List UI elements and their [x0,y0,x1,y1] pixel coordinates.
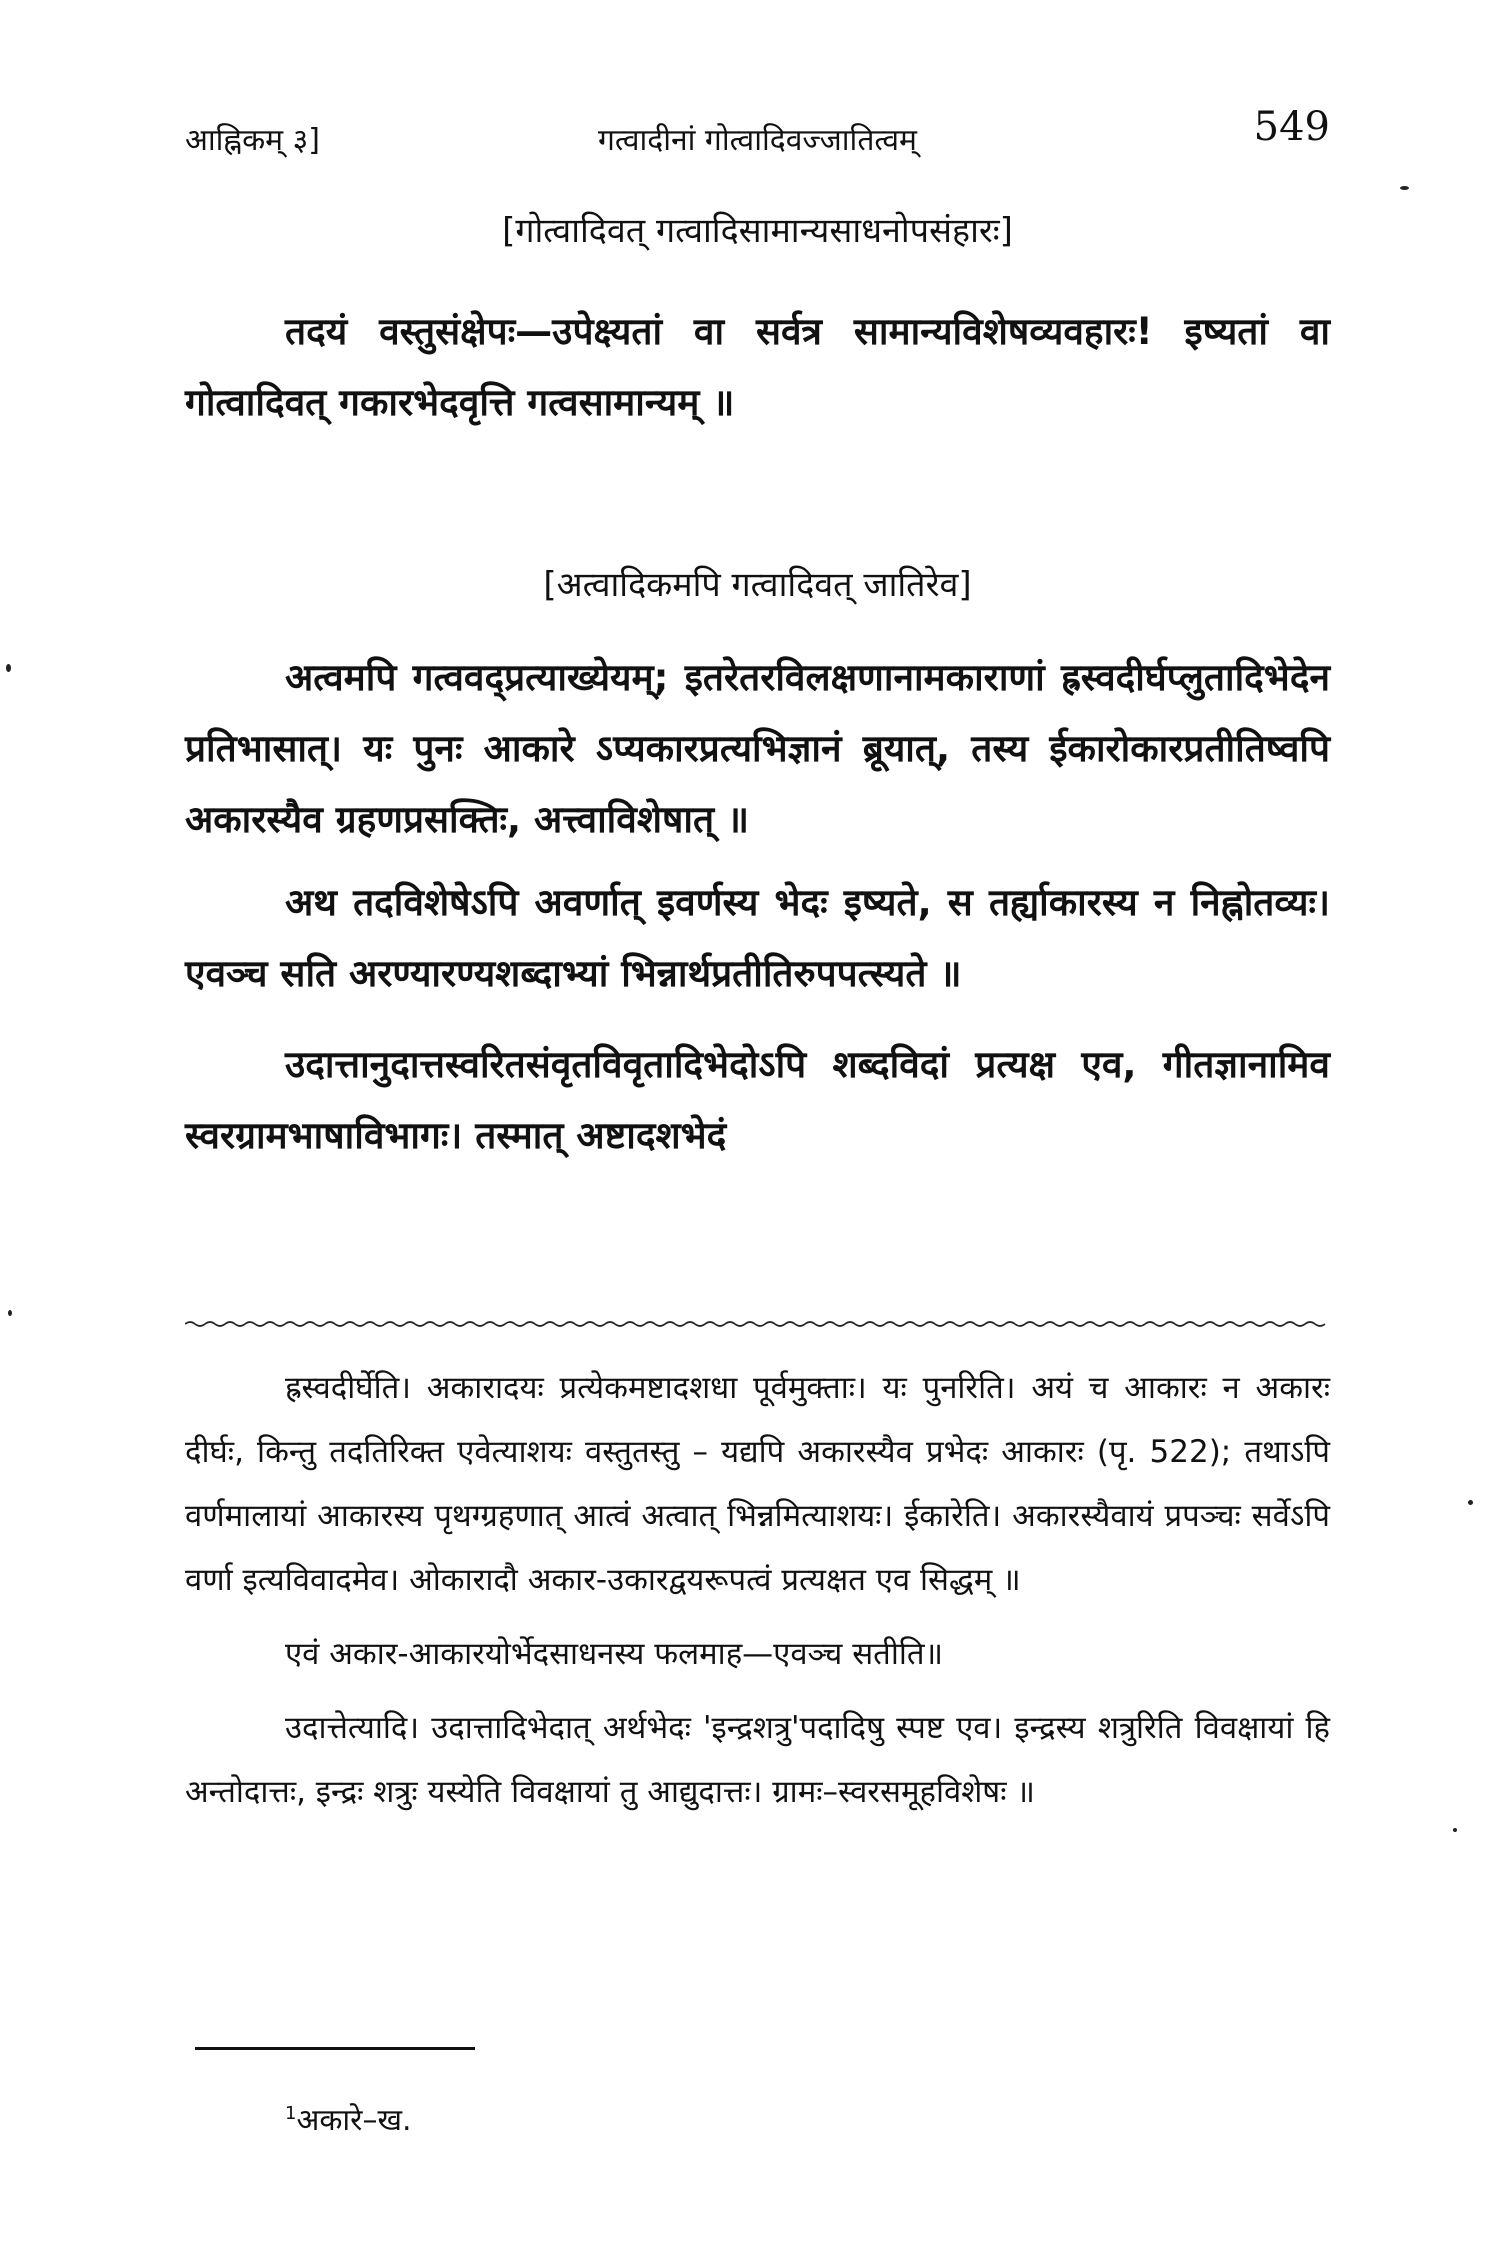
section-heading-1: [गोत्वादिवत् गत्वादिसामान्यसाधनोपसंहारः] [502,211,1013,251]
scan-speck [1453,1828,1457,1832]
scan-speck [1468,1500,1473,1505]
section-heading-2: [अत्वादिकमपि गत्वादिवत् जातिरेव] [543,565,972,605]
commentary-block [185,1356,1330,1824]
scan-speck [6,664,11,672]
commentary-paragraph-1: ह्रस्वदीर्घेति। अकारादयः प्रत्येकमष्टादशधा पूर्वमुक्ताः। यः पुनरिति। अयं च आकारः न अकारः दीर्घः, किन्तु तदतिरिक्त एवेत्याशयः वस्तुतस्तु – यद्यपि अकारस्यैव प्रभेदः आकारः (पृ. 522); तथाऽपि वर्णमालायां आकारस्य पृथग्ग्रहणात् आत्वं अत्वात् भिन्नमित्याशयः। ईकारेति। अकारस्यैवायं प्रपञ्चः सर्वेऽपि वर्णा इत्यविवादमेव। ओकारादौ अकार-उकारद्वयरूपत्वं प्रत्यक्षत एव सिद्धम् ॥ [185,1370,1330,1598]
section-2-paragraph-3: उदात्तानुदात्तस्वरितसंवृतविवृतादिभेदोऽपि शब्दविदां प्रत्यक्ष एव, गीतज्ञानामिव स्वरग्रामभाषाविभागः। तस्मात् अष्टादशभेदं [185,1043,1330,1157]
section-1-body [185,296,1330,438]
running-head-left: आह्निकम् ३] [185,123,320,158]
commentary-paragraph-3: उदात्तेत्यादि। उदात्तादिभेदात् अर्थभेदः 'इन्द्रशत्रु'पदादिषु स्पष्ट एव। इन्द्रस्य शत्रुरिति विवक्षायां हि अन्तोदात्तः, इन्द्रः शत्रुः यस्येति विवक्षायां तु आद्युदात्तः। ग्रामः–स्वरसमूहविशेषः ॥ [185,1710,1330,1810]
footnote-text: अकारे–ख. [296,2103,412,2138]
section-2-paragraph-2: अथ तदविशेषेऽपि अवर्णात् इवर्णस्य भेदः इष्यते, स तर्ह्याकारस्य न निह्नोतव्यः। एवञ्च सति अरण्यारण्यशब्दाभ्यां भिन्नार्थप्रतीतिरुपपत्स्यते ॥ [185,881,1330,995]
commentary-separator-rule [185,1320,1330,1328]
footnote-rule [195,2047,475,2050]
scan-speck [1400,186,1409,190]
footnote [285,2098,412,2139]
section-2-paragraph-1: अत्वमपि गत्ववद्प्रत्याख्येयम्; इतरेतरविलक्षणानामकाराणां ह्रस्वदीर्घप्लुतादिभेदेन प्रतिभासात्। यः पुनः आकारे ऽप्यकारप्रत्यभिज्ञानं ब्रूयात्, तस्य ईकारोकारप्रतीतिष्वपि अकारस्यैव ग्रहणप्रसक्तिः, अत्त्वाविशेषात् ॥ [185,656,1330,841]
commentary-paragraph-2: एवं अकार-आकारयोर्भेदसाधनस्य फलमाह—एवञ्च सतीति॥ [285,1636,944,1672]
footnote-marker: 1 [285,2103,297,2124]
scan-speck [8,1310,12,1316]
running-head-title: गत्वादीनां गोत्वादिवज्जातित्वम् [597,123,918,158]
running-head [185,104,1330,164]
section-2-body [185,642,1330,1171]
section-1-paragraph: तदयं वस्तुसंक्षेपः—उपेक्ष्यतां वा सर्वत्र सामान्यविशेषव्यवहारः! इष्यतां वा गोत्वादिवत् गकारभेदवृत्ति गत्वसामान्यम् ॥ [185,310,1330,424]
page-number: 549 [1253,104,1330,150]
